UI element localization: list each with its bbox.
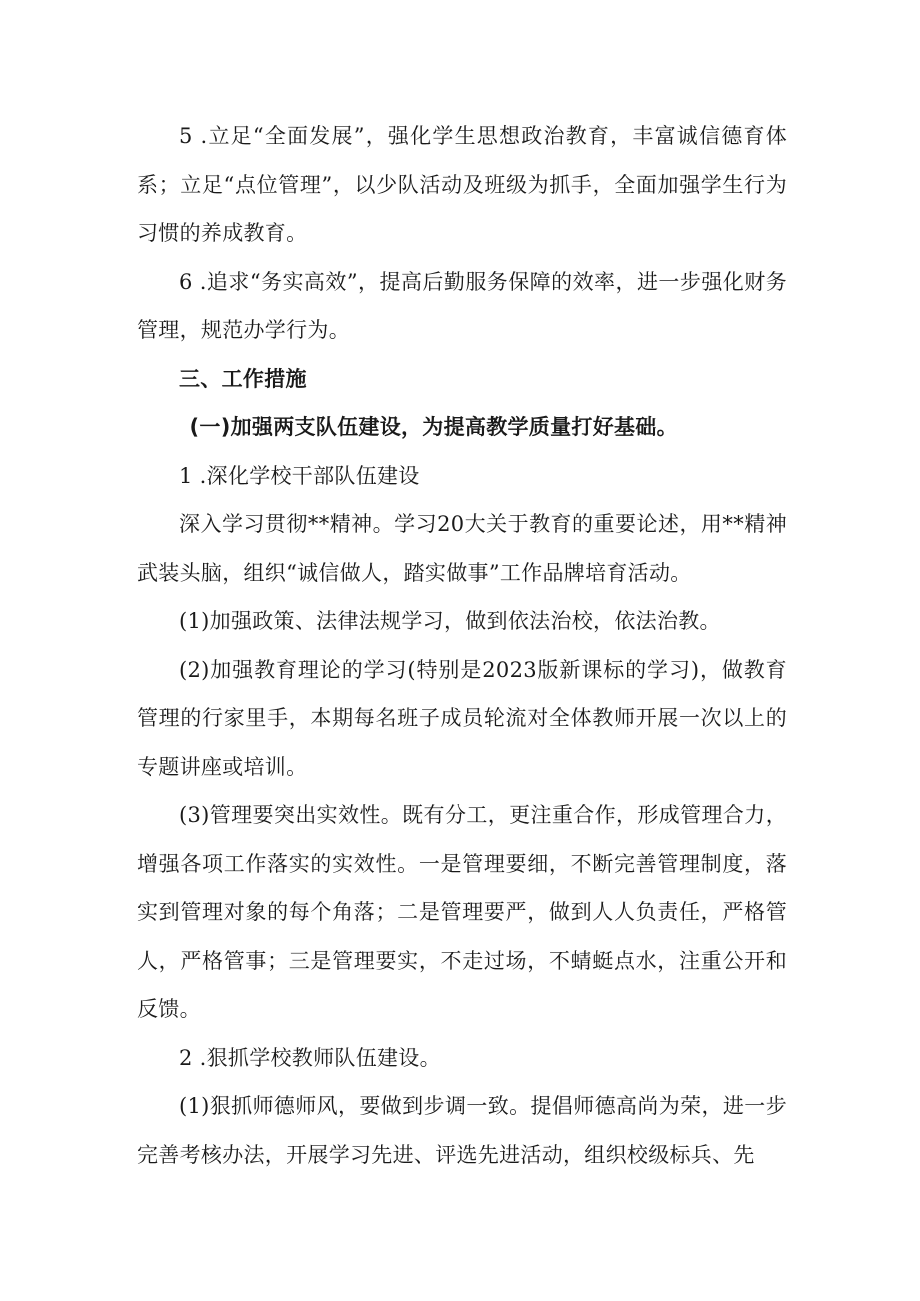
paragraph-study: 深入学习贯彻**精神。学习20大关于教育的重要论述，用**精神武装头脑，组织“诚信做人，踏实做事”工作品牌培育活动。 bbox=[137, 512, 787, 585]
paragraph-goal-5: 5 .立足“全面发展”，强化学生思想政治教育，丰富诚信德育体系；立足“点位管理”，以少队活动及班级为抓手，全面加强学生行为习惯的养成教育。 bbox=[137, 124, 787, 245]
item-heading-teachers: 2 .狠抓学校教师队伍建设。 bbox=[179, 1045, 441, 1070]
paragraph-goal-6: 6 .追求“务实高效”，提高后勤服务保障的效率，进一步强化财务管理，规范办学行为。 bbox=[137, 269, 787, 342]
subsection-heading-teams: (一)加强两支队伍建设，为提高教学质量打好基础。 bbox=[189, 415, 678, 439]
document-body bbox=[137, 112, 787, 1179]
paragraph-item-1: (1)加强政策、法律法规学习，做到依法治校，依法治教。 bbox=[179, 609, 721, 633]
section-heading-measures: 三、工作措施 bbox=[179, 366, 307, 391]
paragraph-item-3: (3)管理要突出实效性。既有分工，更注重合作，形成管理合力，增强各项工作落实的实效性。一是管理要细，不断完善管理制度，落实到管理对象的每个角落；二是管理要严，做到人人负责任，严格管人，严格管事；三是管理要实，不走过场，不蜻蜓点水，注重公开和反馈。 bbox=[137, 803, 787, 1021]
paragraph-teacher-item-1: (1)狠抓师德师风，要做到步调一致。提倡师德高尚为荣，进一步完善考核办法，开展学习先进、评选先进活动，组织校级标兵、先 bbox=[137, 1094, 787, 1167]
item-heading-cadre: 1 .深化学校干部队伍建设 bbox=[179, 463, 420, 488]
paragraph-item-2: (2)加强教育理论的学习(特别是2023版新课标的学习)，做教育管理的行家里手，本期每名班子成员轮流对全体教师开展一次以上的专题讲座或培训。 bbox=[137, 657, 787, 779]
